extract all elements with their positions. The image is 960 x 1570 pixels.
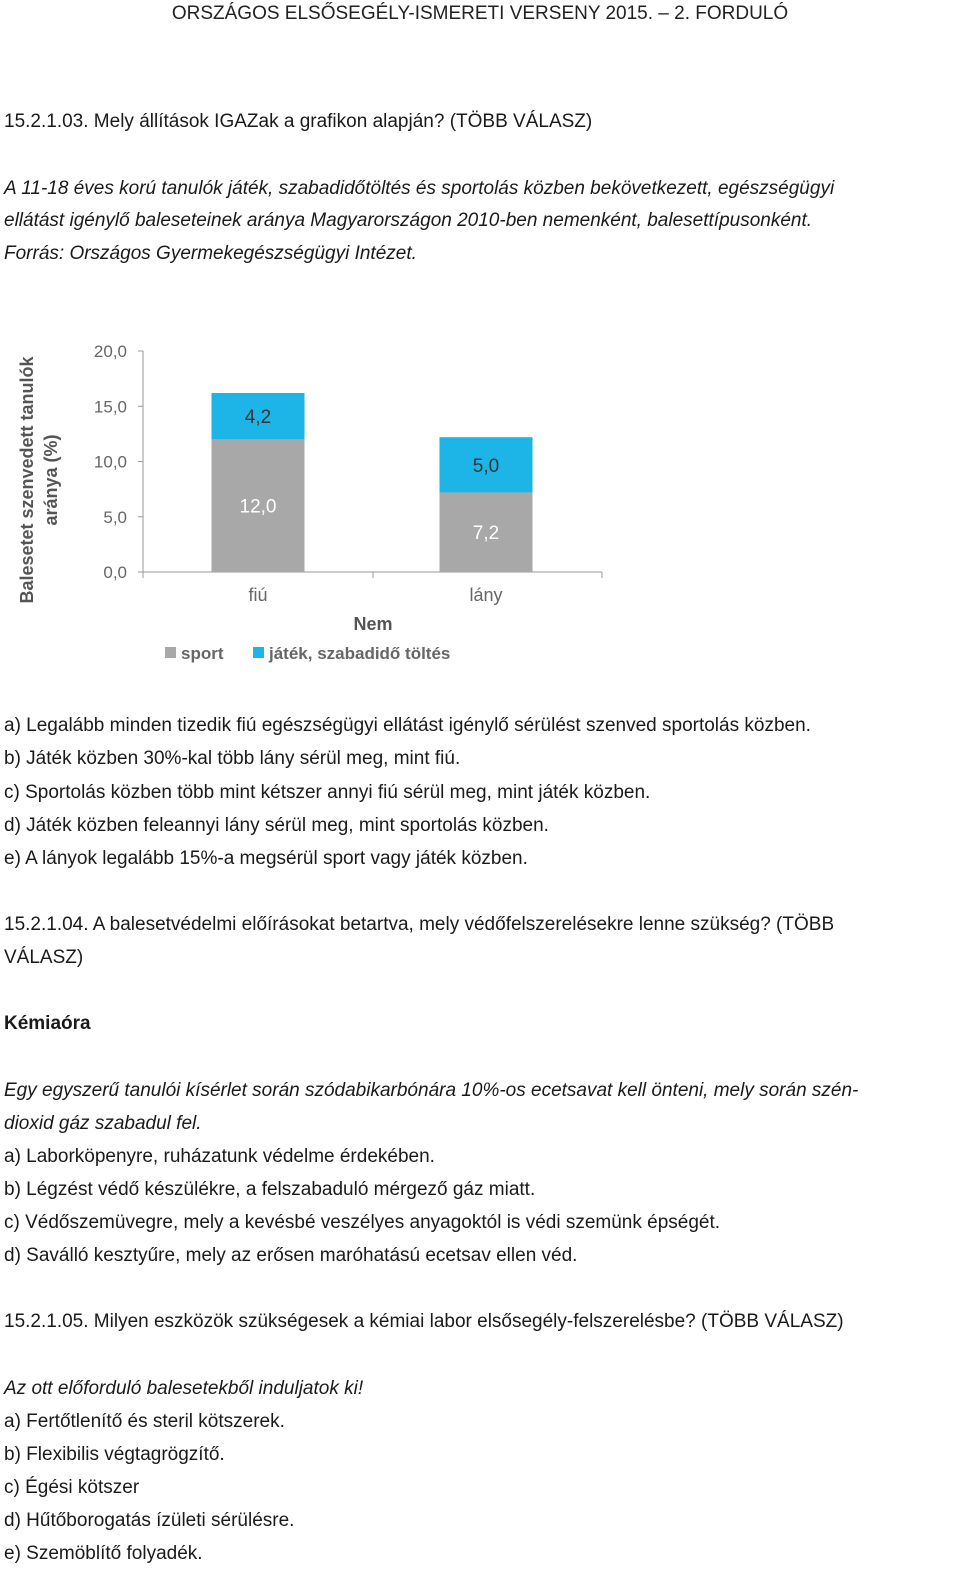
chart-intro-line-1: A 11-18 éves korú tanulók játék, szabadidőtöltés és sportolás közben bekövetkezett, egészségügyi	[4, 178, 835, 199]
q05-option-d: d) Hűtőborogatás ízületi sérülésre.	[4, 1510, 295, 1531]
chart-intro-line-2: ellátást igénylő baleseteinek aránya Magyarországon 2010-ben nemenként, balesettípusonként.	[4, 210, 813, 231]
page-header: ORSZÁGOS ELSŐSEGÉLY-ISMERETI VERSENY 2015. – 2. FORDULÓ	[171, 3, 789, 24]
q04-option-a: a) Laborköpenyre, ruházatunk védelme érdekében.	[4, 1146, 435, 1167]
x-axis-title: Nem	[353, 614, 393, 634]
y-tick-label: 5,0	[103, 507, 127, 527]
q03-option-a: a) Legalább minden tizedik fiú egészségügyi ellátást igénylő sérülést szenved sportolás közben.	[4, 715, 811, 736]
data-label: 7,2	[472, 523, 500, 545]
q04-scenario-line-1: Egy egyszerű tanulói kísérlet során szódabikarbónára 10%-os ecetsavat kell önteni, mely során szén-	[4, 1080, 859, 1101]
q05-hint: Az ott előforduló balesetekből induljatok ki!	[4, 1378, 364, 1399]
y-tick-label: 10,0	[93, 452, 127, 472]
legend	[165, 644, 450, 663]
q04-option-c: c) Védőszemüvegre, mely a kevésbé veszélyes anyagoktól is védi szemünk épségét.	[4, 1212, 721, 1233]
question-04-title: 15.2.1.04. A balesetvédelmi előírásokat betartva, mely védőfelszerelésekre lenne szükség? (TÖBB	[4, 914, 835, 935]
q05-option-b: b) Flexibilis végtagrögzítő.	[4, 1444, 225, 1465]
q03-option-e: e) A lányok legalább 15%-a megsérül sport vagy játék közben.	[4, 848, 528, 869]
bars	[212, 393, 533, 572]
q03-option-c: c) Sportolás közben több mint kétszer annyi fiú sérül meg, mint játék közben.	[4, 782, 651, 803]
chart-source: Forrás: Országos Gyermekegészségügyi Intézet.	[4, 243, 417, 264]
y-tick-label: 0,0	[103, 563, 127, 582]
y-axis-title-line-2: aránya (%)	[41, 434, 61, 526]
legend-label-sport: sport	[181, 644, 224, 663]
q05-option-e: e) Szemöblítő folyadék.	[4, 1543, 203, 1564]
injury-bar-chart	[0, 325, 640, 675]
legend-swatch-sport	[165, 647, 176, 658]
q03-option-d: d) Játék közben feleannyi lány sérül meg, mint sportolás közben.	[4, 815, 549, 836]
data-label: 5,0	[472, 455, 500, 477]
x-tick-label: lány	[469, 585, 503, 605]
x-axis	[248, 585, 502, 605]
legend-label-jatek: játék, szabadidő töltés	[269, 644, 451, 663]
q04-option-b: b) Légzést védő készülékre, a felszabaduló mérgező gáz miatt.	[4, 1179, 536, 1200]
q04-scenario-line-2: dioxid gáz szabadul fel.	[4, 1113, 202, 1134]
y-axis-title-line-1: Balesetet szenvedett tanulók	[17, 356, 37, 604]
x-tick-label: fiú	[248, 585, 268, 605]
q04-option-d: d) Saválló kesztyűre, mely az erősen maróhatású ecetsav ellen véd.	[4, 1245, 578, 1266]
data-label: 4,2	[244, 407, 272, 429]
data-label: 12,0	[239, 496, 277, 518]
section-title-kemiaora: Kémiaóra	[4, 1013, 91, 1034]
y-tick-label: 20,0	[93, 342, 127, 361]
question-04-title-cont: VÁLASZ)	[4, 947, 84, 968]
y-tick-label: 15,0	[93, 397, 127, 417]
question-03-title: 15.2.1.03. Mely állítások IGAZak a grafikon alapján? (TÖBB VÁLASZ)	[4, 111, 593, 132]
q03-option-b: b) Játék közben 30%-kal több lány sérül meg, mint fiú.	[4, 748, 461, 769]
legend-swatch-jatek	[253, 647, 264, 658]
q05-option-c: c) Égési kötszer	[4, 1477, 140, 1498]
q05-option-a: a) Fertőtlenítő és steril kötszerek.	[4, 1411, 285, 1432]
question-05-title: 15.2.1.05. Milyen eszközök szükségesek a kémiai labor elsősegély-felszerelésbe? (TÖBB VÁLASZ)	[4, 1311, 844, 1332]
